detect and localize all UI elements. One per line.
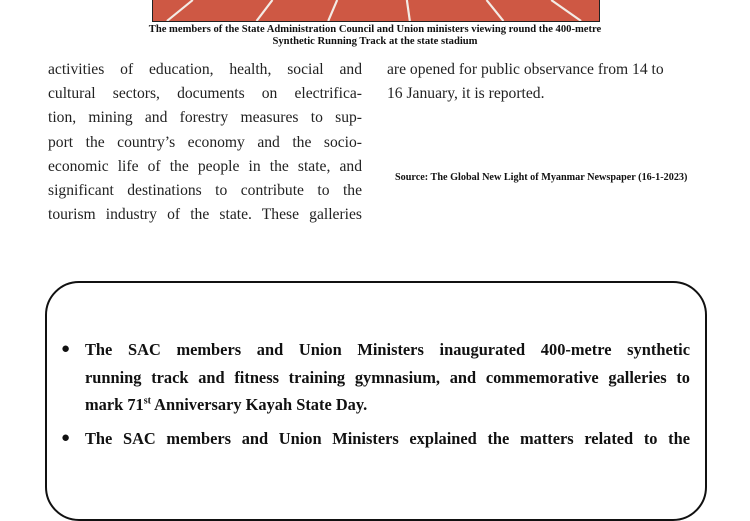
- caption-line: The members of the State Administration Council and Union ministers viewing round the 400-metre: [148, 24, 602, 35]
- article-right-column: [387, 58, 707, 106]
- summary-line: The SAC members and Union Ministers inaugurated 400-metre synthetic: [85, 340, 690, 359]
- track-photo: [152, 0, 600, 22]
- article-line: cultural sectors, documents on electrifica-: [48, 85, 362, 103]
- photo-caption: [95, 24, 655, 48]
- summary-line: running track and fitness training gymnasium, and commemorative galleries to: [85, 367, 690, 387]
- article-line: significant destinations to contribute to the: [48, 182, 362, 200]
- track-photo-graphic: [153, 0, 599, 21]
- summary-list: [61, 336, 690, 458]
- article-line: economic life of the people in the state, and: [48, 157, 362, 175]
- summary-line: The SAC members and Union Ministers explained the matters related to the: [85, 428, 690, 448]
- article-line: activities of education, health, social and: [48, 61, 362, 78]
- summary-text: Anniversary Kayah State Day.: [150, 395, 368, 414]
- article-line: are opened for public observance from 14 to: [387, 61, 664, 78]
- source-citation: Source: The Global New Light of Myanmar Newspaper (16-1-2023): [395, 172, 688, 183]
- bullet-icon: ●: [61, 341, 71, 357]
- caption-line: Synthetic Running Track at the state stadium: [272, 36, 478, 47]
- article-left-column: [48, 58, 362, 227]
- summary-item: [61, 425, 690, 453]
- summary-text: mark 71: [85, 395, 144, 414]
- bullet-icon: ●: [61, 429, 71, 446]
- article-line: tion, mining and forestry measures to sup-: [48, 109, 362, 127]
- article-line: tourism industry of the state. These galleries: [48, 206, 362, 224]
- ordinal-suffix: st: [143, 395, 151, 407]
- article-line: 16 January, it is reported.: [387, 85, 545, 103]
- article-line: port the country’s economy and the socio-: [48, 133, 362, 151]
- summary-item: [61, 336, 690, 419]
- summary-line: [85, 391, 690, 419]
